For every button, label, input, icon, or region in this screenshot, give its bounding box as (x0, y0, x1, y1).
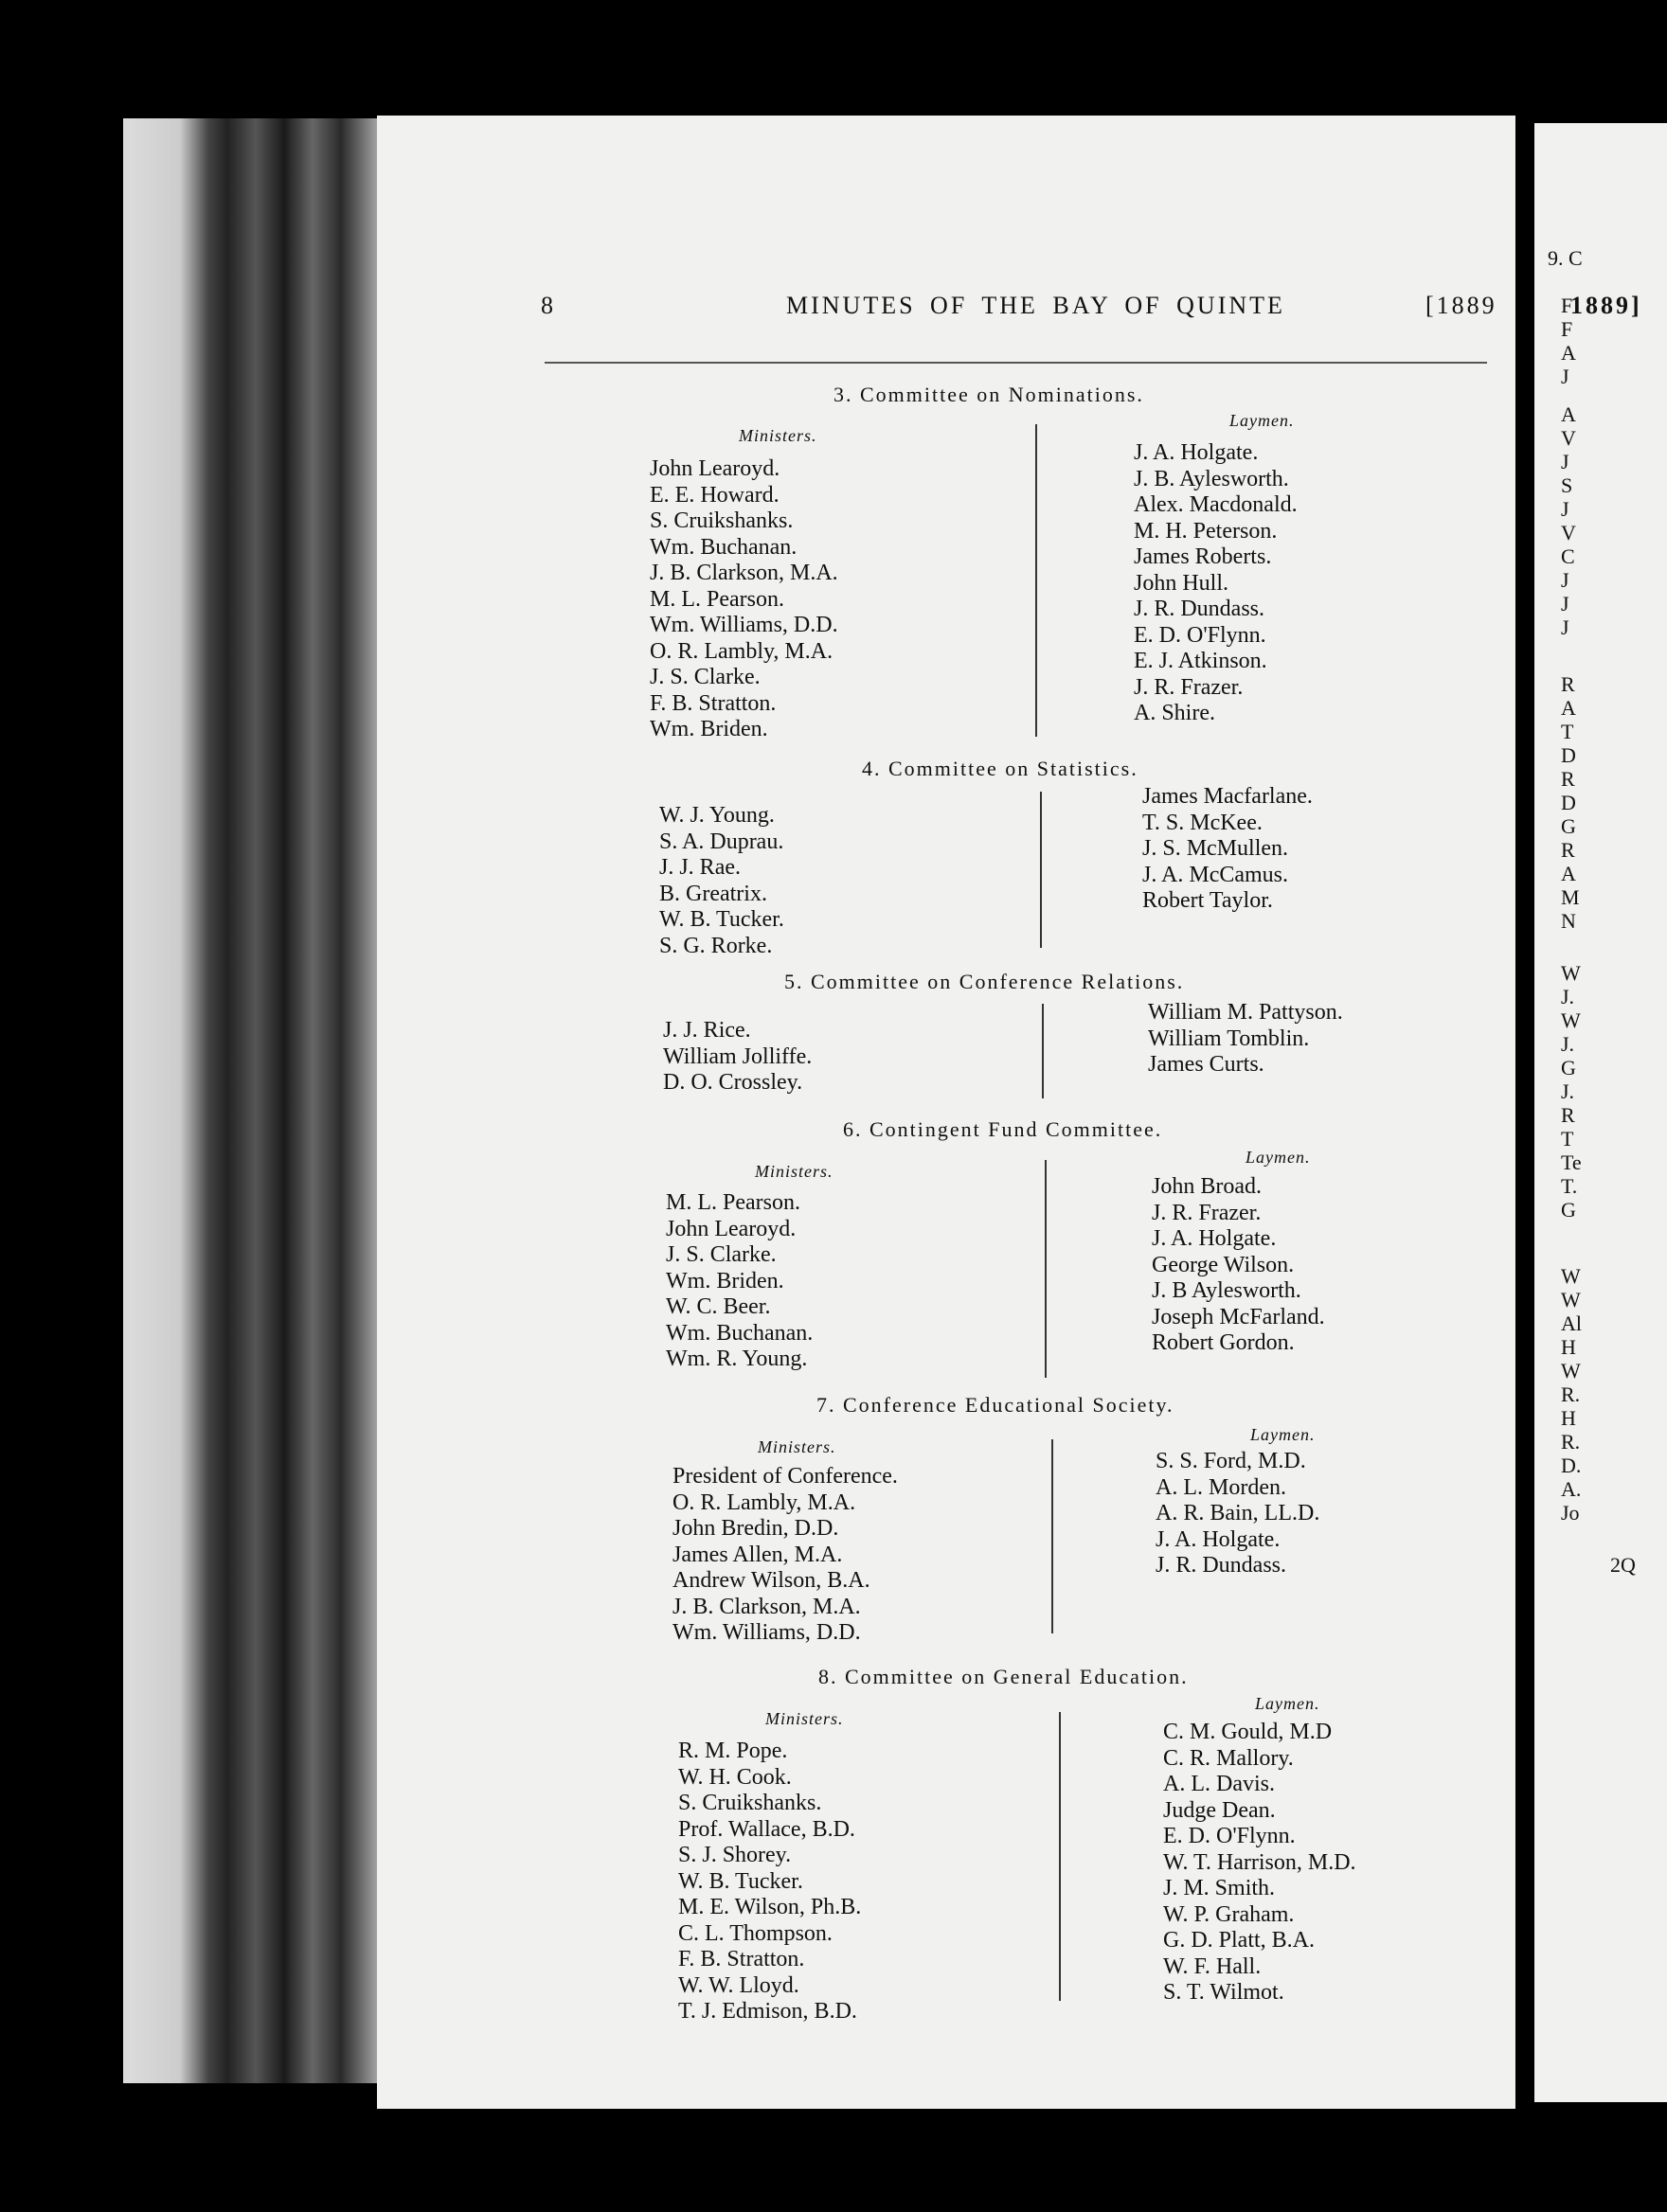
name-entry: J. A. Holgate. (1134, 440, 1259, 465)
name-entry: T. J. Edmison, B.D. (678, 1999, 857, 2024)
section-title: 6. Contingent Fund Committee. (843, 1117, 1163, 1141)
right-page-fragment: J. (1561, 1079, 1575, 1103)
right-page-fragment: R (1561, 838, 1575, 862)
right-page-fragment: W (1561, 1264, 1581, 1288)
right-page-fragment: H (1561, 1406, 1576, 1430)
ministers-list (672, 1464, 898, 1647)
right-page-fragment: J (1561, 497, 1569, 521)
name-entry: Andrew Wilson, B.A. (672, 1568, 870, 1593)
laymen-list (1163, 1720, 1356, 2007)
laymen-label: Laymen. (1229, 411, 1295, 430)
name-entry: John Learoyd. (666, 1216, 797, 1241)
name-entry: J. A. Holgate. (1152, 1226, 1277, 1251)
name-entry: John Broad. (1152, 1174, 1262, 1199)
name-entry: S. G. Rorke. (659, 933, 773, 958)
right-page-fragment: A (1561, 402, 1576, 426)
right-page-fragment: R. (1561, 1382, 1581, 1406)
name-entry: R. M. Pope. (678, 1739, 788, 1763)
name-entry: James Allen, M.A. (672, 1542, 843, 1567)
right-page-fragment: J (1561, 615, 1569, 639)
laymen-list (1142, 784, 1313, 915)
section-title: 7. Conference Educational Society. (816, 1393, 1174, 1417)
right-page-fragment: F (1561, 317, 1573, 341)
right-page-year: 1889] (1570, 292, 1642, 319)
laymen-label: Laymen. (1250, 1425, 1316, 1444)
right-page-fragment: G (1561, 814, 1576, 838)
right-page-fragment: W (1561, 1288, 1581, 1311)
name-entry: Wm. Buchanan. (666, 1320, 814, 1346)
name-entry: William Tomblin. (1148, 1026, 1310, 1051)
right-page-fragment: Jo (1561, 1501, 1580, 1525)
right-page-fragment: F (1561, 294, 1573, 317)
column-divider (1042, 1004, 1044, 1098)
name-entry: C. R. Mallory. (1163, 1745, 1294, 1771)
column-divider (1035, 424, 1037, 737)
right-page-fragment: D. (1561, 1454, 1582, 1477)
name-entry: Wm. R. Young. (666, 1347, 808, 1371)
name-entry: W. T. Harrison, M.D. (1163, 1849, 1356, 1875)
name-entry: J. B Aylesworth. (1152, 1278, 1301, 1303)
name-entry: J. A. Holgate. (1156, 1526, 1281, 1552)
right-page-fragment: J (1561, 568, 1569, 592)
right-page-fragment: W (1561, 961, 1581, 985)
name-entry: J. B. Aylesworth. (1134, 466, 1289, 491)
right-page-fragment: W (1561, 1359, 1581, 1382)
ministers-label: Ministers. (755, 1162, 834, 1181)
page-number: 8 (541, 292, 556, 319)
name-entry: Wm. Briden. (666, 1268, 784, 1293)
name-entry: J. B. Clarkson, M.A. (650, 561, 838, 585)
name-entry: M. L. Pearson. (650, 586, 784, 612)
column-divider (1059, 1712, 1061, 2001)
name-entry: A. R. Bain, LL.D. (1156, 1501, 1320, 1525)
right-page-fragment: G (1561, 1056, 1576, 1079)
name-entry: M. H. Peterson. (1134, 518, 1278, 544)
ministers-list (678, 1739, 861, 2025)
name-entry: John Hull. (1134, 570, 1229, 596)
right-page-fragment: M (1561, 885, 1580, 909)
right-page-fragment: V (1561, 521, 1576, 544)
laymen-list (1134, 440, 1298, 727)
name-entry: Alex. Macdonald. (1134, 492, 1298, 517)
name-entry: E. D. O'Flynn. (1134, 622, 1266, 648)
section-title: 8. Committee on General Education. (818, 1665, 1189, 1688)
name-entry: C. M. Gould, M.D (1163, 1720, 1333, 1744)
name-entry: M. E. Wilson, Ph.B. (678, 1895, 862, 1919)
laymen-list (1152, 1174, 1325, 1357)
right-page-fragment: A (1561, 341, 1576, 365)
name-entry: J. S. Clarke. (666, 1242, 777, 1267)
name-entry: O. R. Lambly, M.A. (672, 1490, 856, 1515)
right-page-fragment: N (1561, 909, 1576, 933)
right-page-fragment: S (1561, 473, 1573, 497)
name-entry: Robert Gordon. (1152, 1330, 1295, 1355)
name-entry: W. C. Beer. (666, 1294, 771, 1319)
ministers-list (663, 1018, 812, 1097)
name-entry: W. W. Lloyd. (678, 1972, 799, 1998)
name-entry: J. J. Rice. (663, 1018, 751, 1043)
right-page-fragment: A (1561, 862, 1576, 885)
name-entry: W. P. Graham. (1163, 1901, 1295, 1927)
laymen-label: Laymen. (1246, 1148, 1311, 1167)
name-entry: A. L. Davis. (1163, 1772, 1275, 1796)
right-page-fragment: J. (1561, 985, 1575, 1008)
name-entry: O. R. Lambly, M.A. (650, 638, 834, 664)
column-divider (1045, 1160, 1047, 1378)
column-divider (1040, 792, 1042, 948)
name-entry: G. D. Platt, B.A. (1163, 1928, 1316, 1953)
name-entry: E. D. O'Flynn. (1163, 1824, 1296, 1848)
name-entry: D. O. Crossley. (663, 1070, 803, 1095)
name-entry: F. B. Stratton. (650, 690, 777, 716)
right-page-fragment: Te (1561, 1151, 1582, 1174)
name-entry: C. L. Thompson. (678, 1920, 833, 1946)
name-entry: A. Shire. (1134, 701, 1215, 725)
ministers-label: Ministers. (739, 426, 817, 445)
name-entry: Wm. Briden. (650, 717, 768, 741)
name-entry: M. L. Pearson. (666, 1190, 800, 1215)
name-entry: President of Conference. (672, 1464, 898, 1489)
name-entry: J. R. Dundass. (1134, 597, 1265, 621)
right-page-fragment: 9. C (1548, 246, 1583, 270)
name-entry: J. R. Dundass. (1156, 1553, 1287, 1578)
right-page-fragment: D (1561, 743, 1576, 767)
section-title: 3. Committee on Nominations. (834, 383, 1144, 406)
laymen-list (1148, 1000, 1343, 1079)
name-entry: J. S. McMullen. (1142, 836, 1289, 861)
ministers-list (650, 456, 838, 743)
name-entry: S. Cruikshanks. (650, 508, 794, 533)
name-entry: J. A. McCamus. (1142, 862, 1289, 887)
name-entry: Joseph McFarland. (1152, 1304, 1325, 1329)
name-entry: Wm. Williams, D.D. (672, 1620, 861, 1645)
name-entry: Judge Dean. (1163, 1797, 1276, 1823)
name-entry: W. B. Tucker. (678, 1868, 803, 1894)
name-entry: B. Greatrix. (659, 881, 767, 906)
book-page-edges (123, 118, 384, 2083)
name-entry: S. A. Duprau. (659, 829, 784, 854)
name-entry: S. J. Shorey. (678, 1843, 792, 1867)
name-entry: William Jolliffe. (663, 1044, 813, 1069)
name-entry: Prof. Wallace, B.D. (678, 1816, 855, 1842)
name-entry: Wm. Williams, D.D. (650, 613, 838, 637)
ministers-list (666, 1190, 813, 1373)
header-rule (545, 362, 1487, 364)
section-title: 4. Committee on Statistics. (862, 757, 1138, 780)
name-entry: Robert Taylor. (1142, 888, 1273, 913)
right-page-fragment: C (1561, 544, 1575, 568)
ministers-label: Ministers. (765, 1709, 844, 1728)
name-entry: James Macfarlane. (1142, 784, 1313, 809)
right-page-fragment: R (1561, 672, 1575, 696)
right-page (1534, 123, 1667, 2102)
name-entry: T. S. McKee. (1142, 810, 1263, 835)
name-entry: William M. Pattyson. (1148, 1000, 1343, 1025)
right-page-fragment: R. (1561, 1430, 1581, 1454)
right-page-fragment: T (1561, 720, 1574, 743)
right-page-fragment: V (1561, 426, 1576, 450)
section-title: 5. Committee on Conference Relations. (784, 970, 1185, 993)
name-entry: S. Cruikshanks. (678, 1791, 822, 1815)
right-page-fragment: G (1561, 1198, 1576, 1222)
right-page-fragment: J. (1561, 1032, 1575, 1056)
column-divider (1051, 1439, 1053, 1633)
name-entry: John Learoyd. (650, 456, 780, 481)
right-page-fragment: Al (1561, 1311, 1582, 1335)
right-page-fragment: D (1561, 791, 1576, 814)
ministers-label: Ministers. (758, 1437, 836, 1456)
name-entry: W. J. Young. (659, 803, 775, 828)
right-page-fragment: R (1561, 1103, 1575, 1127)
right-page-fragment: R (1561, 767, 1575, 791)
name-entry: George Wilson. (1152, 1252, 1295, 1277)
name-entry: W. H. Cook. (678, 1764, 792, 1790)
laymen-list (1156, 1449, 1319, 1579)
year-bracket: [1889 (1425, 292, 1497, 319)
name-entry: J. M. Smith. (1163, 1876, 1276, 1900)
right-page-fragment: J (1561, 592, 1569, 615)
name-entry: J. R. Frazer. (1134, 674, 1244, 700)
right-page-fragment: J (1561, 450, 1569, 473)
name-entry: S. T. Wilmot. (1163, 1980, 1284, 2005)
name-entry: S. S. Ford, M.D. (1156, 1449, 1306, 1473)
name-entry: J. R. Frazer. (1152, 1200, 1262, 1225)
name-entry: E. J. Atkinson. (1134, 649, 1267, 673)
name-entry: E. E. Howard. (650, 482, 780, 508)
right-page-fragment: A (1561, 696, 1576, 720)
right-page-fragment: W (1561, 1008, 1581, 1032)
name-entry: A. L. Morden. (1156, 1474, 1286, 1500)
name-entry: James Curts. (1148, 1052, 1264, 1077)
name-entry: Wm. Buchanan. (650, 534, 798, 560)
right-page-fragment: T. (1561, 1174, 1578, 1198)
running-title: MINUTES OF THE BAY OF QUINTE (786, 292, 1285, 319)
name-entry: John Bredin, D.D. (672, 1516, 839, 1541)
right-page-fragment: T (1561, 1127, 1574, 1151)
right-page-fragment: A. (1561, 1477, 1582, 1501)
name-entry: J. B. Clarkson, M.A. (672, 1594, 861, 1619)
name-entry: W. B. Tucker. (659, 907, 784, 932)
ministers-list (659, 803, 784, 959)
right-page-fragment: H (1561, 1335, 1576, 1359)
name-entry: F. B. Stratton. (678, 1947, 805, 1971)
name-entry: J. S. Clarke. (650, 665, 761, 689)
name-entry: W. F. Hall. (1163, 1953, 1262, 1979)
right-page-fragment: 2Q (1610, 1553, 1636, 1577)
name-entry: James Roberts. (1134, 544, 1272, 569)
laymen-label: Laymen. (1255, 1694, 1320, 1713)
name-entry: J. J. Rae. (659, 855, 741, 880)
right-page-fragment: J (1561, 365, 1569, 388)
